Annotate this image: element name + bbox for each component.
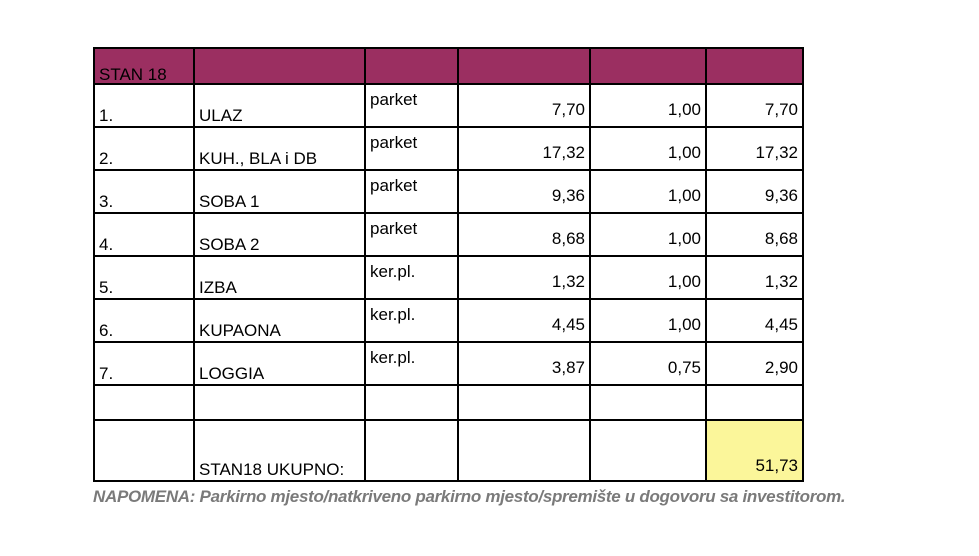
row-number: 1. (94, 84, 194, 127)
floor-type: ker.pl. (365, 342, 458, 385)
room-name: ULAZ (194, 84, 365, 127)
table-row (94, 84, 803, 127)
empty-cell (458, 420, 590, 481)
room-name: KUH., BLA i DB (194, 127, 365, 170)
apartment-area-table (93, 47, 804, 482)
table-row (94, 256, 803, 299)
room-area: 3,87 (458, 342, 590, 385)
empty-cell (458, 385, 590, 420)
room-area: 1,32 (458, 256, 590, 299)
area-coefficient: 1,00 (590, 299, 706, 342)
empty-cell (590, 385, 706, 420)
row-number: 2. (94, 127, 194, 170)
room-area: 17,32 (458, 127, 590, 170)
room-area: 8,68 (458, 213, 590, 256)
area-coefficient: 1,00 (590, 127, 706, 170)
total-value: 51,73 (706, 420, 803, 481)
room-total: 2,90 (706, 342, 803, 385)
floor-type: ker.pl. (365, 256, 458, 299)
note-text: NAPOMENA: Parkirno mjesto/natkriveno parkirno mjesto/spremište u dogovoru sa investitorom. (93, 487, 846, 506)
room-name: KUPAONA (194, 299, 365, 342)
room-name: SOBA 2 (194, 213, 365, 256)
table-header-row (94, 48, 803, 84)
room-total: 9,36 (706, 170, 803, 213)
row-number: 4. (94, 213, 194, 256)
area-coefficient: 1,00 (590, 213, 706, 256)
room-total: 8,68 (706, 213, 803, 256)
table-row (94, 213, 803, 256)
table-row (94, 170, 803, 213)
floor-type: parket (365, 84, 458, 127)
empty-row (94, 385, 803, 420)
header-cell (365, 48, 458, 84)
room-area: 4,45 (458, 299, 590, 342)
empty-cell (365, 420, 458, 481)
total-row (94, 420, 803, 481)
table-row (94, 342, 803, 385)
room-total: 17,32 (706, 127, 803, 170)
area-coefficient: 1,00 (590, 256, 706, 299)
room-area: 7,70 (458, 84, 590, 127)
row-number: 3. (94, 170, 194, 213)
floor-type: parket (365, 213, 458, 256)
empty-cell (94, 420, 194, 481)
room-name: SOBA 1 (194, 170, 365, 213)
table-row (94, 127, 803, 170)
empty-cell (194, 385, 365, 420)
table-row (94, 299, 803, 342)
area-coefficient: 0,75 (590, 342, 706, 385)
total-label: STAN18 UKUPNO: (194, 420, 365, 481)
empty-cell (590, 420, 706, 481)
row-number: 7. (94, 342, 194, 385)
row-number: 6. (94, 299, 194, 342)
empty-cell (94, 385, 194, 420)
header-cell (194, 48, 365, 84)
room-total: 7,70 (706, 84, 803, 127)
room-name: LOGGIA (194, 342, 365, 385)
header-cell (458, 48, 590, 84)
area-coefficient: 1,00 (590, 84, 706, 127)
empty-cell (365, 385, 458, 420)
floor-type: ker.pl. (365, 299, 458, 342)
room-total: 1,32 (706, 256, 803, 299)
room-total: 4,45 (706, 299, 803, 342)
table-title: STAN 18 (94, 48, 194, 84)
area-coefficient: 1,00 (590, 170, 706, 213)
floor-type: parket (365, 127, 458, 170)
row-number: 5. (94, 256, 194, 299)
room-name: IZBA (194, 256, 365, 299)
floor-type: parket (365, 170, 458, 213)
room-area: 9,36 (458, 170, 590, 213)
empty-cell (706, 385, 803, 420)
header-cell (706, 48, 803, 84)
header-cell (590, 48, 706, 84)
